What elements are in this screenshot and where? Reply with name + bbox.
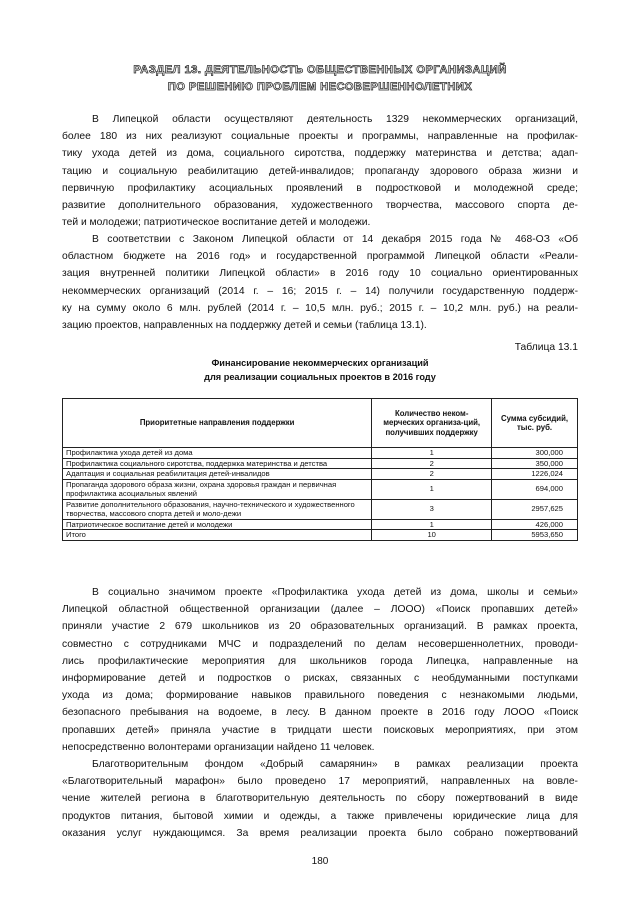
table-title-line: для реализации социальных проектов в 2016 году: [204, 372, 436, 382]
cell-direction: Пропаганда здорового образа жизни, охрана здоровья граждан и первичная профилактика асоциальных явлений: [63, 479, 372, 499]
section-title: [62, 62, 578, 96]
text-line: развитие дополнительного образования, художественного творчества, массового спорта де-: [62, 199, 578, 211]
document-page: [62, 0, 578, 905]
text-line: В Липецкой области осуществляют деятельность 1329 некоммерческих организаций,: [92, 114, 578, 125]
table-row: [63, 469, 578, 480]
table-row: [63, 499, 578, 519]
text-line: зацию проектов, направленных на поддержку детей и семьи (таблица 13.1).: [62, 319, 427, 331]
paragraph-state-support: [62, 231, 578, 334]
text-line: первичную профилактику асоциальных проявлений в подростковой и молодежной среде;: [62, 182, 578, 194]
cell-count: 10: [372, 530, 492, 541]
text-line: областном бюджете на 2016 год» и государственной программой Липецкой области «Реали-: [62, 251, 578, 263]
text-line: тацию и социальную реабилитацию детей-инвалидов; пропаганду здорового образа жизни и: [62, 165, 578, 177]
text-line: ухода из дома; формирование навыков правильного поведения с незнакомыми людьми,: [62, 690, 578, 702]
header-sum: Сумма субсидий, тыс. руб.: [492, 399, 578, 448]
section-title-line: РАЗДЕЛ 13. ДЕЯТЕЛЬНОСТЬ ОБЩЕСТВЕННЫХ ОРГАНИЗАЦИЙ: [133, 64, 507, 76]
cell-sum: 1226,024: [492, 469, 578, 480]
table-row: [63, 479, 578, 499]
financing-table: [62, 398, 578, 541]
table-row: [63, 448, 578, 459]
header-count: Количество неком-мерческих организа-ций, получивших поддержку: [372, 399, 492, 448]
cell-sum: 5953,650: [492, 530, 578, 541]
text-line: ку на сумму около 6 млн. рублей (2014 г. – 10,5 млн. руб.; 2015 г. – 10,2 млн. руб.) на реали-: [62, 302, 578, 314]
cell-count: 1: [372, 479, 492, 499]
text-line: приняли участие 2 679 школьников из 20 образовательных организаций. В рамках проекта,: [62, 621, 578, 633]
text-line: «Благотворительный марафон» было проведено 17 мероприятий, направленных на вовле-: [62, 776, 578, 788]
text-line: В социально значимом проекте «Профилактика ухода детей из дома, школы и семьи»: [92, 587, 578, 598]
section-title-line: ПО РЕШЕНИЮ ПРОБЛЕМ НЕСОВЕРШЕННОЛЕТНИХ: [167, 81, 473, 93]
text-line: тей и молодежи; патриотическое воспитание детей и молодежи.: [62, 217, 371, 229]
text-line: безопасного пребывания на водоеме, в лесу. В данном проекте в 2016 году ЛООО «Поиск: [62, 707, 578, 719]
cell-direction: Адаптация и социальная реабилитация детей-инвалидов: [63, 469, 372, 480]
cell-direction: Профилактика социального сиротства, поддержка материнства и детства: [63, 458, 372, 469]
cell-count: 1: [372, 519, 492, 530]
paragraph-missing-children-project: [62, 584, 578, 756]
text-line: более 180 из них реализуют социальные проекты и программы, направленные на профилак-: [62, 131, 578, 143]
header-direction: Приоритетные направления поддержки: [63, 399, 372, 448]
cell-sum: 2957,625: [492, 499, 578, 519]
cell-sum: 300,000: [492, 448, 578, 459]
paragraph-ngo-overview: [62, 111, 578, 231]
cell-direction: Профилактика ухода детей из дома: [63, 448, 372, 459]
page-number: 180: [311, 856, 329, 867]
cell-direction: Патриотическое воспитание детей и молодежи: [63, 519, 372, 530]
text-line: зация внутренней политики Липецкой области» в 2016 году 10 социально ориентированных: [62, 268, 578, 280]
cell-sum: 694,000: [492, 479, 578, 499]
cell-count: 2: [372, 469, 492, 480]
cell-sum: 350,000: [492, 458, 578, 469]
table-row: [63, 519, 578, 530]
text-line: некоммерческих организаций (2014 г. – 16; 2015 г. – 14) получили государственную поддерж-: [62, 285, 578, 297]
cell-count: 3: [372, 499, 492, 519]
text-line: Липецкой областной общественной организации (далее – ЛООО) «Поиск пропавших детей»: [62, 604, 578, 616]
text-line: пропавших детей» приняла участие в тридцати шести поисковых мероприятиях, при этом: [62, 724, 578, 736]
text-line: информирование детей и подростков о рисках, связанных с необдуманными поступками: [62, 672, 578, 684]
cell-direction: Итого: [63, 530, 372, 541]
table-row: [63, 458, 578, 469]
table-caption: Таблица 13.1: [514, 342, 578, 353]
text-line: оказания услуг нуждающимся. За время реализации проекта было собрано пожертвований: [62, 827, 578, 839]
text-line: чение жителей региона в благотворительную деятельность по сбору пожертвований в виде: [62, 793, 578, 805]
text-line: Благотворительным фондом «Добрый самарянин» в рамках реализации проекта: [92, 759, 578, 770]
table-title: [62, 356, 578, 384]
table-title-line: Финансирование некоммерческих организаций: [211, 358, 429, 368]
cell-direction: Развитие дополнительного образования, научно-технического и художественного творчества, массового спорта детей и моло-дежи: [63, 499, 372, 519]
cell-count: 1: [372, 448, 492, 459]
text-line: продуктов питания, бытовой химии и одежды, а также привлечены юридические лица для: [62, 810, 578, 822]
cell-sum: 426,000: [492, 519, 578, 530]
paragraph-charity-marathon: [62, 756, 578, 842]
cell-count: 2: [372, 458, 492, 469]
text-line: лись профилактические мероприятия для школьников города Липецка, направленные на: [62, 655, 578, 667]
table-header-row: [63, 399, 578, 448]
text-line: В соответствии с Законом Липецкой области от 14 декабря 2015 года № 468-ОЗ «Об: [92, 234, 578, 245]
text-line: тику ухода детей из дома, социального сиротства, поддержку материнства и детства; адап-: [62, 148, 578, 160]
text-line: совместно с сотрудниками МЧС и подразделений по делам несовершеннолетних, проводи-: [62, 638, 578, 650]
table-total-row: [63, 530, 578, 541]
text-line: непосредственно волонтерами организации найдено 11 человек.: [62, 741, 375, 753]
